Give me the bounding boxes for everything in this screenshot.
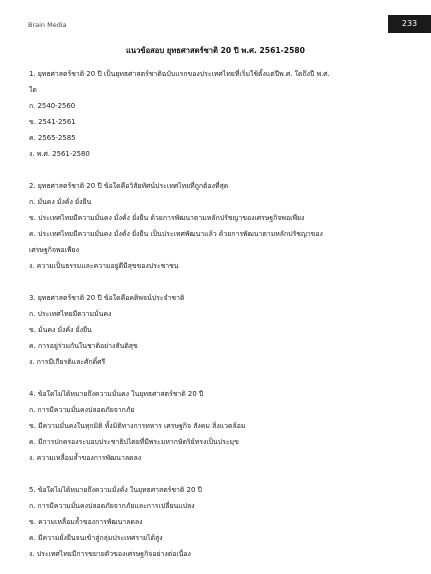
answer-option: ง. ประเทศไทยมีการขยายตัวของเศรษฐกิจอย่างต่อเนื่อง xyxy=(29,550,191,558)
answer-option: ก. ประเทศไทยมีความมั่นคง xyxy=(29,310,112,318)
answer-option: ข. 2541-2561 xyxy=(29,118,76,126)
question-text: ใด xyxy=(29,86,37,94)
answer-option: ค. การอยู่ร่วมกันในชาติอย่างสันติสุข xyxy=(29,342,138,350)
answer-option: ข. ความเหลื่อมล้ำของการพัฒนาลดลง xyxy=(29,518,143,526)
answer-option: ง. ความเหลื่อมล้ำของการพัฒนาลดลง xyxy=(29,454,142,462)
question-text: 3. ยุทธศาสตร์ชาติ 20 ปี ข้อใดคือคติพจน์ประจำชาติ xyxy=(29,294,185,302)
question-2 xyxy=(29,178,409,274)
answer-option: ข. ประเทศไทยมีความมั่นคง มั่งคั่ง ยั่งยืน ด้วยการพัฒนาตามหลักปรัชญาของเศรษฐกิจพอเพียง xyxy=(29,214,305,222)
answer-option-continued: เศรษฐกิจพอเพียง xyxy=(29,246,79,254)
answer-option: ง. พ.ศ. 2561-2580 xyxy=(29,150,90,158)
answer-option: ค. มีการปกครองระบอบประชาธิปไตยที่มีพระมหากษัตริย์ทรงเป็นประมุข xyxy=(29,438,239,446)
question-3 xyxy=(29,290,409,370)
question-text: 5. ข้อใดไม่ได้หมายถึงความมั่งคั่ง ในยุทธศาสตร์ชาติ 20 ปี xyxy=(29,486,202,494)
page-title: แนวข้อสอบ ยุทธศาสตร์ชาติ 20 ปี พ.ศ. 2561-2580 xyxy=(126,46,305,55)
question-text: 1. ยุทธศาสตร์ชาติ 20 ปี เป็นยุทธศาสตร์ชาติฉบับแรกของประเทศไทยที่เริ่มใช้ตั้งแต่ปีพ.ศ. ใดถึงปี พ.ศ. xyxy=(29,70,330,78)
question-1 xyxy=(29,66,409,162)
answer-option: ค. ประเทศไทยมีความมั่นคง มั่งคั่ง ยั่งยืน เป็นประเทศพัฒนาแล้ว ด้วยการพัฒนาตามหลักปรัชญาของ xyxy=(29,230,323,238)
header-brand: Brain Media xyxy=(28,21,67,29)
question-text: 2. ยุทธศาสตร์ชาติ 20 ปี ข้อใดคือวิสัยทัศน์ประเทศไทยที่ถูกต้องที่สุด xyxy=(29,182,229,190)
answer-option: ค. 2565-2585 xyxy=(29,134,76,142)
answer-option: ก. 2540-2560 xyxy=(29,102,76,110)
answer-option: ก. การมีความมั่นคงปลอดภัยจากภัย xyxy=(29,406,135,414)
answer-option: ง. ความเป็นธรรมและความอยู่ดีมีสุขของประชาชน xyxy=(29,262,179,270)
answer-option: ก. มั่นคง มั่งคั่ง ยั่งยืน xyxy=(29,198,92,206)
answer-option: ข. มั่นคง มั่งคั่ง ยั่งยืน xyxy=(29,326,92,334)
question-4 xyxy=(29,386,409,466)
question-5 xyxy=(29,482,409,562)
question-text: 4. ข้อใดไม่ได้หมายถึงความมั่นคง ในยุทธศาสตร์ชาติ 20 ปี xyxy=(29,390,204,398)
question-list xyxy=(29,66,409,562)
answer-option: ง. การมีเกียรติและศักดิ์ศรี xyxy=(29,358,106,366)
answer-option: ค. มีความยั่งยืนจนเข้าสู่กลุ่มประเทศรายได้สูง xyxy=(29,534,163,542)
answer-option: ก. การมีความมั่นคงปลอดภัยจากภัยและการเปลี่ยนแปลง xyxy=(29,502,195,510)
page-number: 233 xyxy=(388,15,431,33)
answer-option: ข. มีความมั่นคงในทุกมิติ ทั้งมิติทางการทหาร เศรษฐกิจ สังคม สิ่งแวดล้อม xyxy=(29,422,246,430)
